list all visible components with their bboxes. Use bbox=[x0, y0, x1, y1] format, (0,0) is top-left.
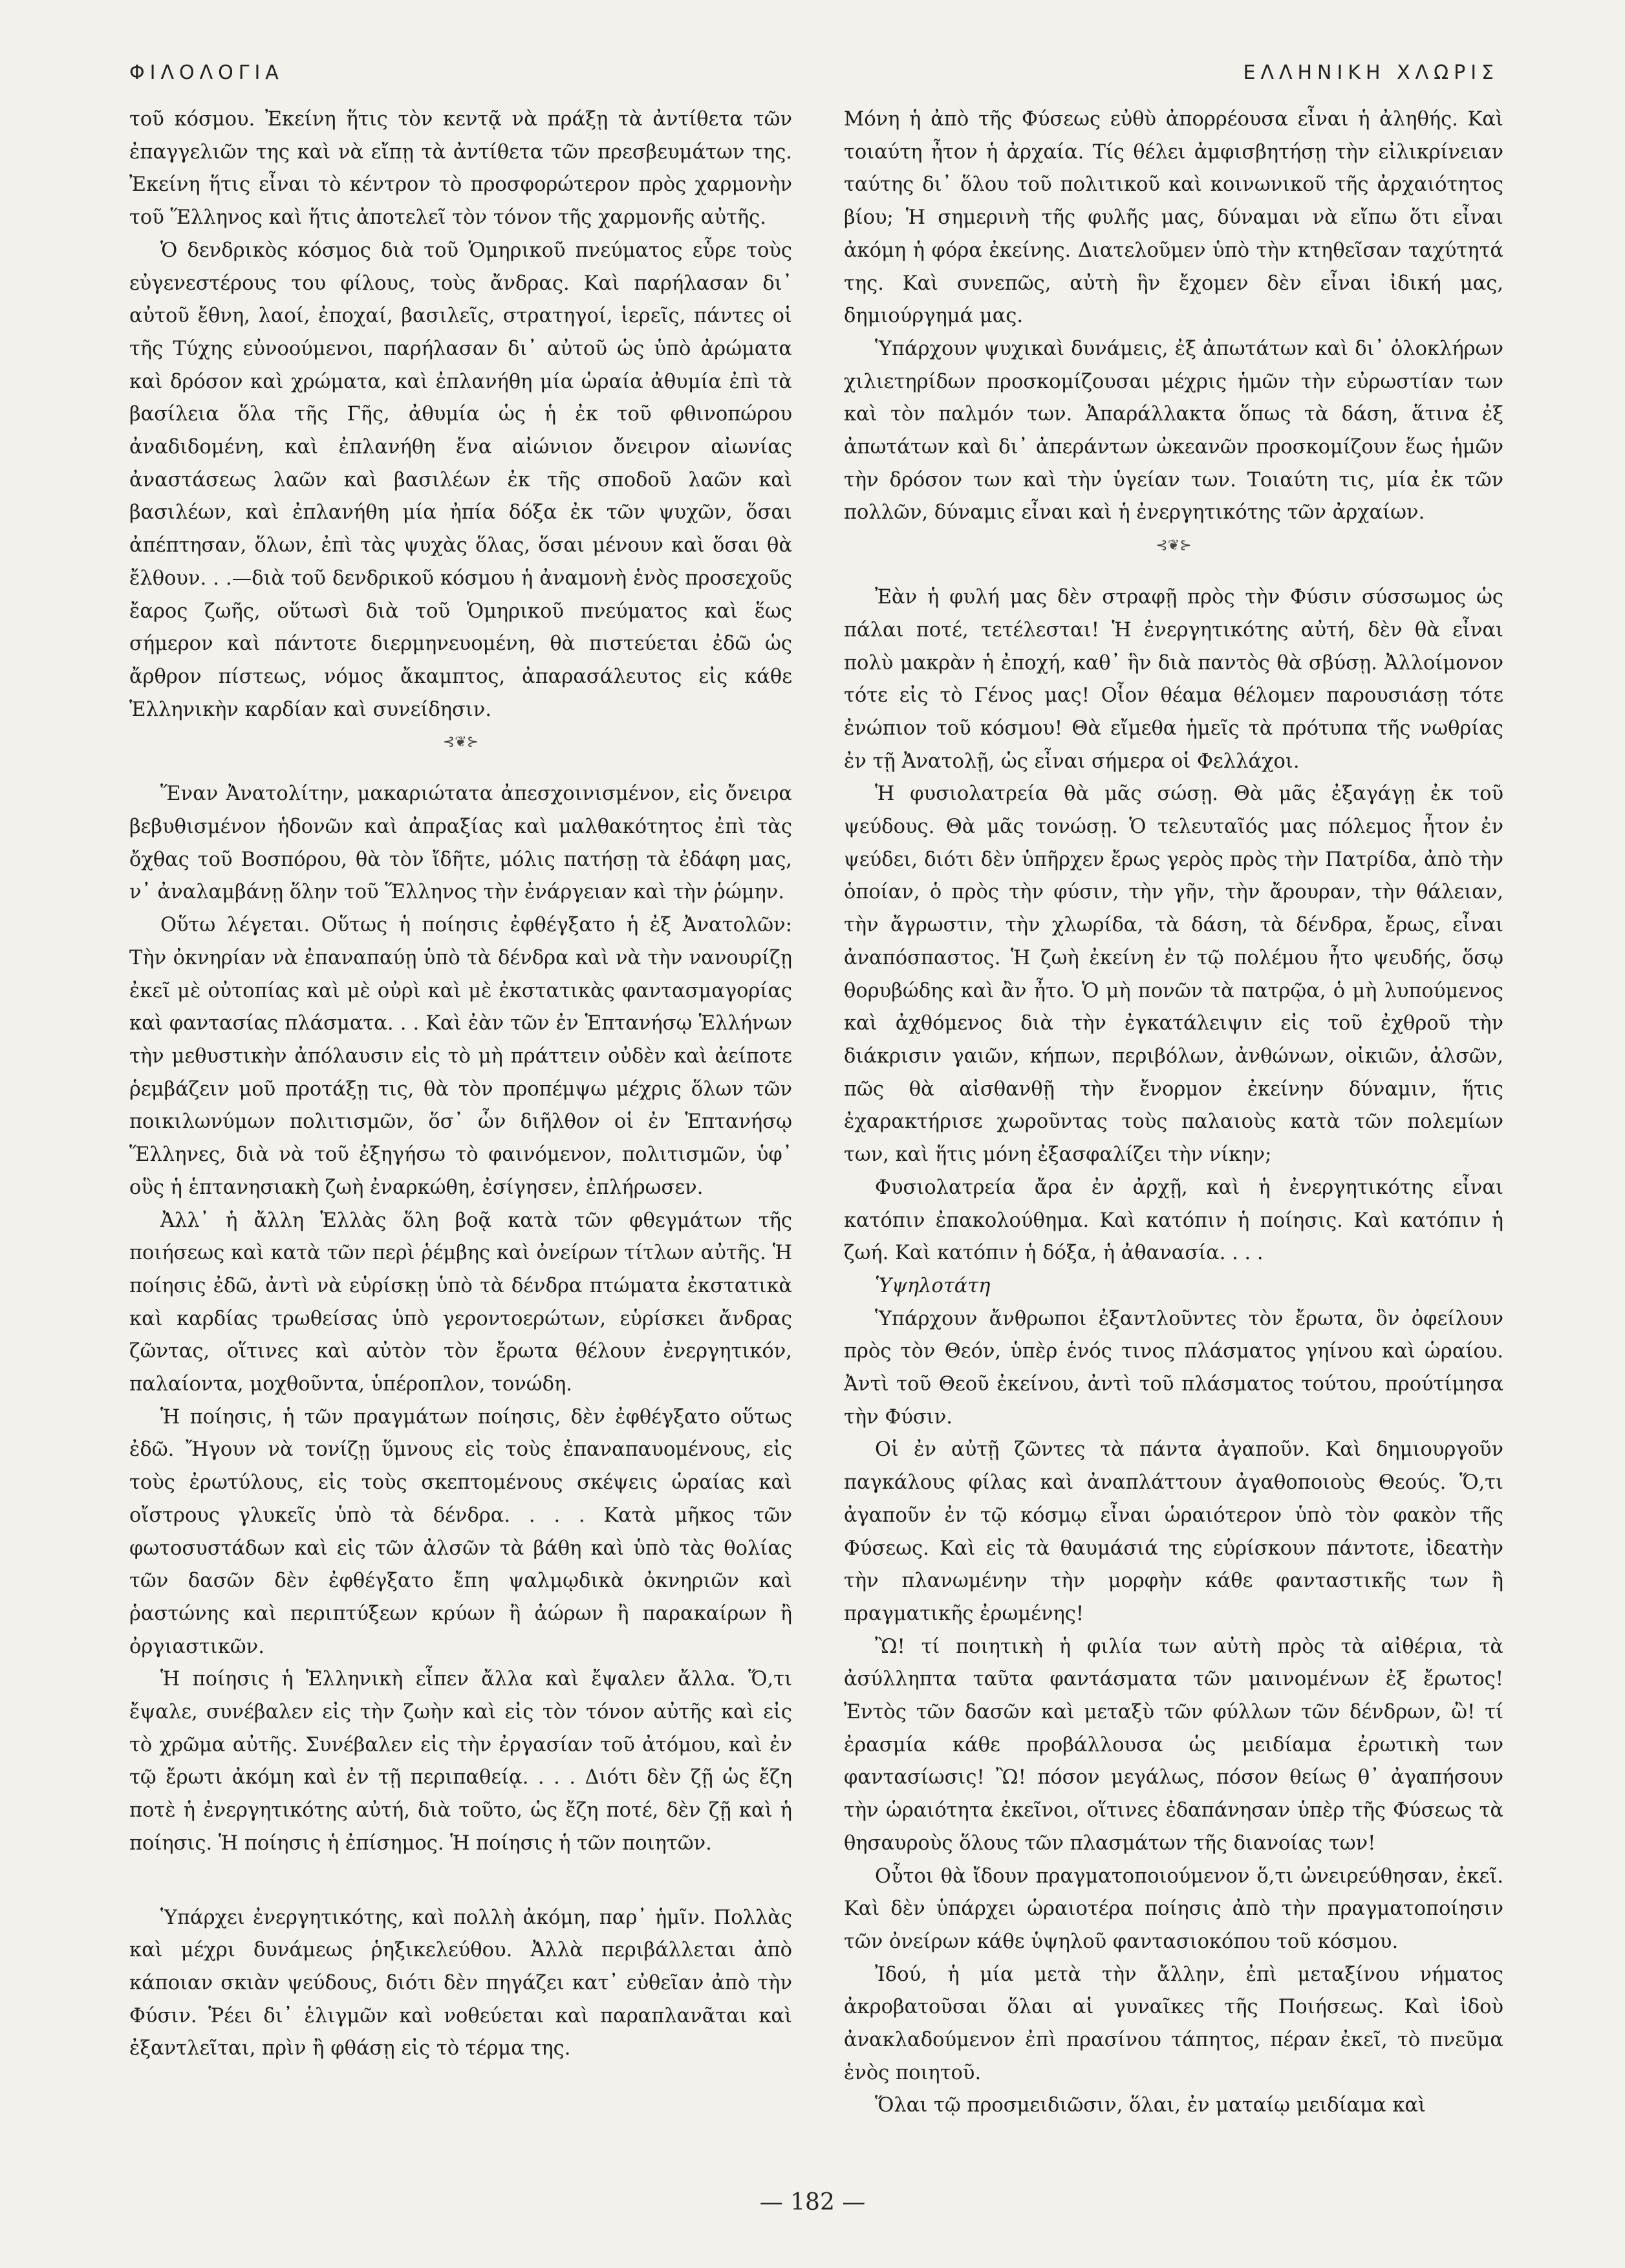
paragraph: Ὢ! τί ποιητικὴ ἡ φιλία των αὐτὴ πρὸς τὰ αἰθέρια, τὰ ἀσύλληπτα ταῦτα φαντάσματα τῶν μαινομένων ἐξ ἔρωτος! Ἐντὸς τῶν δασῶν καὶ μεταξὺ τῶν φύλλων τῶν δένδρων, ὢ! τί ἐρασμία κάθε προβάλλουσα ὡς μειδίαμα ἐρωτικὴ των φαντασίωσις! Ὢ! πόσον μεγάλως, πόσον θείως θ᾽ ἀγαπήσουν τὴν ὡραιότητα ἐκεῖνοι, οἵτινες ἐδαπάνησαν ὑπὲρ τῆς Φύσεως τὰ θησαυροὺς ὅλους τῶν πλασμάτων τῆς διανοίας των! bbox=[844, 1635, 1503, 1855]
page-number: — 182 — bbox=[759, 2189, 866, 2216]
paragraph: Οὗτοι θὰ ἴδουν πραγματοποιούμενον ὅ,τι ὠνειρεύθησαν, ἐκεῖ. Καὶ δὲν ὑπάρχει ὡραιοτέρα ποίησις ἀπὸ τὴν πραγματοποίησιν τῶν ὀνείρων κάθε ὑψηλοῦ φαντασιοκόπου τοῦ κόσμου. bbox=[844, 1864, 1503, 1953]
paragraph: Ἐὰν ἡ φυλή μας δὲν στραφῇ πρὸς τὴν Φύσιν σύσσωμος ὡς πάλαι ποτέ, τετέλεσται! Ἡ ἐνεργητικότης αὐτή, δὲν θὰ εἶναι πολὺ μακρὰν ἡ ἐποχή, καθ᾽ ἣν διὰ παντὸς θὰ σβύσῃ. Ἀλλοίμονον τότε εἰς τὸ Γένος μας! Οἷον θέαμα θέλομεν παρουσιάσῃ τότε ἐνώπιον τοῦ κόσμου! Θὰ εἴμεθα ἡμεῖς τὰ πρότυπα τῆς νωθρίας ἐν τῇ Ἀνατολῇ, ὡς εἶναι σήμερα οἱ Φελλάχοι. bbox=[844, 586, 1503, 773]
section-ornament: ⊰❦⊱ bbox=[442, 734, 479, 751]
paragraph: Μόνη ἡ ἀπὸ τῆς Φύσεως εὐθὺ ἀπορρέουσα εἶναι ἡ ἀληθής. Καὶ τοιαύτη ἦτον ἡ ἀρχαία. Τίς θέλει ἀμφισβητήσῃ τὴν εἰλικρίνειαν ταύτης δι᾽ ὅλου τοῦ πολιτικοῦ καὶ κοινωνικοῦ τῆς ἀρχαιότητος βίου; Ἡ σημερινὴ τῆς φυλῆς μας, δύναμαι νὰ εἴπω ὅτι εἶναι ἀκόμη ἡ φόρα ἐκείνης. Διατελοῦμεν ὑπὸ τὴν κτηθεῖσαν ταχύτητά της. Καὶ συνεπῶς, αὐτὴ ἣν ἔχομεν δὲν εἶναι ἰδική μας, δημιούργημά μας. bbox=[844, 108, 1503, 328]
running-head-left: ΦΙΛΟΛΟΓΙΑ bbox=[129, 61, 284, 84]
paragraph: Οὕτω λέγεται. Οὕτως ἡ ποίησις ἐφθέγξατο ἡ ἐξ Ἀνατολῶν: Τὴν ὀκνηρίαν νὰ ἐπαναπαύῃ ὑπὸ τὰ δένδρα καὶ νὰ τὴν νανουρίζῃ ἐκεῖ μὲ οὐτοπίας καὶ μὲ οὐρὶ καὶ μὲ ἐκστατικὰς φαντασμαγορίας καὶ φαντασίας πλάσματα. . . Καὶ ἐὰν τῶν ἐν Ἑπτανήσῳ Ἑλλήνων τὴν μεθυστικὴν ἀπόλαυσιν εἰς τὸ μὴ πράττειν οὐδὲν καὶ ἀείποτε ῥεμβάζειν μοῦ προτάξῃ τις, θὰ τὸν προπέμψω μέχρις ὅλων τῶν ποικιλωνύμων πολιτισμῶν, ὅσ᾽ ὧν διῆλθον οἱ ἐν Ἑπτανήσῳ Ἕλληνες, διὰ νὰ τοῦ ἐξηγήσω τὸ φαινόμενον, πολιτισμῶν, ὑφ᾽ οὓς ἡ ἑπτανησιακὴ ζωὴ ἐναρκώθη, ἐσίγησεν, ἐπλήρωσεν. bbox=[129, 914, 792, 1199]
paragraph: Ὁ δενδρικὸς κόσμος διὰ τοῦ Ὁμηρικοῦ πνεύματος εὗρε τοὺς εὐγενεστέρους του φίλους, τοὺς ἄνδρας. Καὶ παρήλασαν δι᾽ αὐτοῦ ἔθνη, λαοί, ἐποχαί, βασιλεῖς, στρατηγοί, ἱερεῖς, πάντες οἱ τῆς Τύχης εὐνοούμενοι, παρήλασαν δι᾽ αὐτοῦ ὡς ὑπὸ ἀρώματα καὶ δρόσον καὶ χρώματα, καὶ ἐπλανήθη μία ὡραία ἀθυμία ἐπὶ τὰ βασίλεια ὅλα τῆς Γῆς, ἀθυμία ὡς ἡ ἐκ τοῦ φθινοπώρου ἀναδιδομένη, καὶ ἐπλανήθη ἕνα αἰώνιον ὄνειρον αἰωνίας ἀναστάσεως λαῶν καὶ βασιλέων ἐκ τῆς σποδοῦ λαῶν καὶ βασιλέων, καὶ ἐπλανήθη μία ἠπία δόξα ἐκ τῶν ψυχῶν, ὅσαι ἀπέπτησαν, ὅλων, ἐπὶ τὰς ψυχὰς ὅλας, ὅσαι μένουν καὶ ὅσαι θὰ ἔλθουν. . .—διὰ τοῦ δενδρικοῦ κόσμου ἡ ἀναμονὴ ἑνὸς προσεχοῦς ἔαρος ζωῆς, οὕτωσὶ διὰ τοῦ Ὁμηρικοῦ πνεύματος καὶ ἕως σήμερον καὶ πάντοτε διερμηνευομένη, θὰ πιστεύεται ἐδῶ ὡς ἄρθρον πίστεως, νόμος ἄκαμπτος, ἀπαρασάλευτος εἰς κάθε Ἑλληνικὴν καρδίαν καὶ συνείδησιν. bbox=[129, 239, 792, 721]
section-title: Ὑψηλοτάτη bbox=[875, 1274, 991, 1297]
paragraph: Ἰδού, ἡ μία μετὰ τὴν ἄλλην, ἐπὶ μεταξίνου νήματος ἀκροβατοῦσαι ὅλαι αἱ γυναῖκες τῆς Ποιήσεως. Καὶ ἰδοὺ ἀνακλαδούμενον ἐπὶ πρασίνου τάπητος, πέραν ἐκεῖ, τὸ πνεῦμα ἑνὸς ποιητοῦ. bbox=[844, 1963, 1503, 2084]
paragraph: Ὑπάρχει ἐνεργητικότης, καὶ πολλὴ ἀκόμη, παρ᾽ ἡμῖν. Πολλὰς καὶ μέχρι δυνάμεως ῥηξικελεύθου. Ἀλλὰ περιβάλλεται ἀπὸ κάποιαν σκιὰν ψεύδους, διότι δὲν πηγάζει κατ᾽ εὐθεῖαν ἀπὸ τὴν Φύσιν. Ῥέει δι᾽ ἑλιγμῶν καὶ νοθεύεται καὶ παραπλανᾶται καὶ ἐξαντλεῖται, πρὶν ἢ φθάσῃ εἰς τὸ τέρμα της. bbox=[129, 1906, 792, 2060]
paragraph: Φυσιολατρεία ἄρα ἐν ἀρχῇ, καὶ ἡ ἐνεργητικότης εἶναι κατόπιν ἐπακολούθημα. Καὶ κατόπιν ἡ ποίησις. Καὶ κατόπιν ἡ ζωή. Καὶ κατόπιν ἡ δόξα, ἡ ἀθανασία. . . . bbox=[844, 1176, 1503, 1265]
paragraph: Ὑπάρχουν ψυχικαὶ δυνάμεις, ἐξ ἀπωτάτων καὶ δι᾽ ὁλοκλήρων χιλιετηρίδων προσκομίζουσαι μέχρις ἡμῶν τὴν εὐρωστίαν των καὶ τὸν παλμόν των. Ἀπαράλλακτα ὅπως τὰ δάση, ἅτινα ἐξ ἀπωτάτων καὶ δι᾽ ἀπεράντων ὠκεανῶν προσκομίζουν ἕως ἡμῶν τὴν δρόσον των καὶ τὴν ὑγείαν των. Τοιαύτη τις, μία ἐκ τῶν πολλῶν, δύναμις εἶναι καὶ ἡ ἐνεργητικότης τῶν ἀρχαίων. bbox=[844, 337, 1503, 524]
paragraph: Ἕναν Ἀνατολίτην, μακαριώτατα ἀπεσχοινισμένον, εἰς ὄνειρα βεβυθισμένον ἡδονῶν καὶ ἀπραξίας καὶ μαλθακότητος ἐπὶ τὰς ὄχθας τοῦ Βοσπόρου, θὰ τὸν ἴδῆτε, μόλις πατήσῃ τὰ ἐδάφη μας, ν᾽ ἀναλαμβάνῃ ὅλην τοῦ Ἕλληνος τὴν ἐνάργειαν καὶ τὴν ῥώμην. bbox=[129, 783, 792, 904]
right-column bbox=[844, 103, 1503, 2122]
paragraph: Ὅλαι τῷ προσμειδιῶσιν, ὅλαι, ἐν ματαίῳ μειδίαμα καὶ bbox=[875, 2094, 1426, 2117]
paragraph: Ἀλλ᾽ ἡ ἄλλη Ἑλλὰς ὅλη βοᾷ κατὰ τῶν φθεγμάτων τῆς ποιήσεως καὶ κατὰ τῶν περὶ ῥέμβης καὶ ὀνείρων τίτλων αὐτῆς. Ἡ ποίησις ἐδῶ, ἀντὶ νὰ εὑρίσκῃ ὑπὸ τὰ δένδρα πτώματα ἐκστατικὰ καὶ καρδίας τρωθείσας ὑπὸ γεροντοερώτων, εὑρίσκει ἄνδρας ζῶντας, οἵτινες καὶ αὐτὸν τὸν ἔρωτα θέλουν ἐνεργητικόν, παλαίοντα, μοχθοῦντα, ὑπέροπλον, τονώδη. bbox=[129, 1209, 792, 1396]
paragraph: Οἱ ἐν αὐτῇ ζῶντες τὰ πάντα ἀγαποῦν. Καὶ δημιουργοῦν παγκάλους φίλας καὶ ἀναπλάττουν ἀγαθοποιοὺς Θεούς. Ὅ,τι ἀγαποῦν ἐν τῷ κόσμῳ εἶναι ὡραιότερον ὑπὸ τὸν φακὸν τῆς Φύσεως. Καὶ εἰς τὰ θαυμάσιά της εὑρίσκουν πάντοτε, ἰδεατὴν τὴν πλανωμένην τὴν μορφὴν κάθε φανταστικῆς των ἢ πραγματικῆς ἐρωμένης! bbox=[844, 1438, 1503, 1625]
paragraph: Ἡ φυσιολατρεία θὰ μᾶς σώσῃ. Θὰ μᾶς ἐξαγάγῃ ἐκ τοῦ ψεύδους. Θὰ μᾶς τονώσῃ. Ὁ τελευταῖός μας πόλεμος ἦτον ἐν ψεύδει, διότι δὲν ὑπῆρχεν ἔρως γερὸς πρὸς τὴν Πατρίδα, ἀπὸ τὴν ὁποίαν, ὁ πρὸς τὴν φύσιν, τὴν γῆν, τὴν ἄρουραν, τὴν θάλειαν, τὴν ἄγρωστιν, τὴν χλωρίδα, τὰ δάση, τὰ δένδρα, ἔρως, εἶναι ἀναπόσπαστος. Ἡ ζωὴ ἐκείνη ἐν τῷ πολέμου ἦτο ψευδής, ὅσῳ θορυβώδης καὶ ἂν ἦτο. Ὁ μὴ πονῶν τὰ πατρῷα, ὁ μὴ λυπούμενος καὶ ἀχθόμενος διὰ τὴν ἐγκατάλειψιν εἰς τοῦ ἐχθροῦ τὴν διάκρισιν γαιῶν, κήπων, περιβόλων, ἀνθώνων, οἰκιῶν, ἀλσῶν, πῶς θὰ αἰσθανθῇ τὴν ἔνορμον ἐκείνην δύναμιν, ἥτις ἐχαρακτήρισε χωροῦντας τοὺς παλαιοὺς κατὰ τῶν πολεμίων των, καὶ ἥτις μόνη ἐξασφαλίζει τὴν νίκην; bbox=[844, 783, 1503, 1167]
page-header bbox=[129, 61, 1499, 100]
paragraph: Ἡ ποίησις, ἡ τῶν πραγμάτων ποίησις, δὲν ἐφθέγξατο οὕτως ἐδῶ. Ἤγουν νὰ τονίζῃ ὕμνους εἰς τοὺς ἐπαναπαυομένους, εἰς τοὺς ἐρωτύλους, εἰς τοὺς σκεπτομένους σκέψεις ὡραίας καὶ οἴστρους γλυκεῖς ὑπὸ τὰ δένδρα. . . . Κατὰ μῆκος τῶν φωτοσυστάδων καὶ εἰς τῶν ἀλσῶν τὰ βάθη καὶ ὑπὸ τὰς θολίας τῶν δασῶν δὲν ἐφθέγξατο ἔπη ψαλμῳδικὰ ὀκνηριῶν καὶ ῥαστώνης καὶ περιπτύξεων κρύων ἢ ἀώρων ἢ παρακαίρων ἢ ὀργιαστικῶν. bbox=[129, 1405, 792, 1658]
left-column bbox=[129, 103, 792, 2066]
paragraph: τοῦ κόσμου. Ἐκείνη ἥτις τὸν κεντᾷ νὰ πράξῃ τὰ ἀντίθετα τῶν ἐπαγγελιῶν της καὶ νὰ εἴπῃ τὰ ἀντίθετα τῶν πρεσβευμάτων της. Ἐκείνη ἥτις εἶναι τὸ κέντρον τὸ προσφορώτερον πρὸς χαρμονὴν τοῦ Ἕλληνος καὶ ἥτις ἀποτελεῖ τὸν τόνον τῆς χαρμονῆς αὐτῆς. bbox=[129, 108, 792, 230]
section-ornament: ⊰❦⊱ bbox=[1156, 537, 1192, 554]
running-head-right: ΕΛΛΗΝΙΚΗ ΧΛΩΡΙΣ bbox=[1243, 61, 1499, 84]
paragraph: Ὑπάρχουν ἄνθρωποι ἐξαντλοῦντες τὸν ἔρωτα, ὃν ὀφείλουν πρὸς τὸν Θεόν, ὑπὲρ ἑνός τινος πλάσματος γηίνου καὶ ὡραίου. Ἀντὶ τοῦ Θεοῦ ἐκείνου, ἀντὶ τοῦ πλάσματος τούτου, προύτίμησα τὴν Φύσιν. bbox=[844, 1307, 1503, 1429]
paragraph: Ἡ ποίησις ἡ Ἑλληνικὴ εἶπεν ἄλλα καὶ ἔψαλεν ἄλλα. Ὅ,τι ἔψαλε, συνέβαλεν εἰς τὴν ζωὴν καὶ εἰς τὸν τόνον αὐτῆς καὶ εἰς τὸ χρῶμα αὐτῆς. Συνέβαλεν εἰς τὴν ἐργασίαν τοῦ ἀτόμου, καὶ ἐν τῷ ἔρωτι ἀκόμη καὶ ἐν τῇ περιπαθείᾳ. . . . Διότι δὲν ζῇ ὡς ἔζη ποτὲ ἡ ἐνεργητικότης αὐτή, διὰ τοῦτο, ὡς ἔζη ποτέ, δὲν ζῇ καὶ ἡ ποίησις. Ἡ ποίησις ἡ ἐπίσημος. Ἡ ποίησις ἡ τῶν ποιητῶν. bbox=[129, 1668, 792, 1855]
